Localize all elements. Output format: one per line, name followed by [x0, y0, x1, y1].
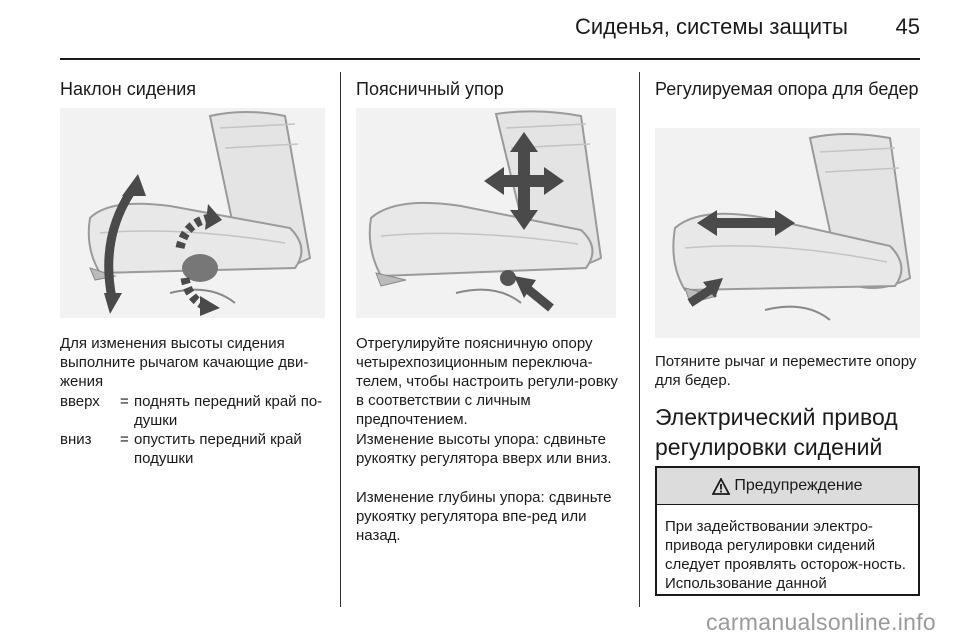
definition-line: опустить передний край	[134, 431, 302, 448]
header-rule	[60, 58, 920, 60]
lumbar-text-3: Изменение глубины упора: сдвиньте рукоятку регулятора впе-ред или назад.	[356, 489, 612, 544]
section-heading: Регулируемая опора для бедер	[655, 79, 919, 99]
watermark: carmanualsonline.info	[705, 609, 936, 635]
thigh-support-illustration	[655, 128, 920, 338]
definition-equals: =	[120, 393, 129, 410]
thigh-support-text: Потяните рычаг и переместите опору для бедер.	[655, 353, 917, 389]
definition-description	[134, 430, 325, 468]
lumbar-text-1: Отрегулируйте поясничную опору четырехпозиционным переключа-телем, чтобы настроить регули-ровку в соответствии с личным предпочтением.	[356, 335, 618, 428]
section-heading: Наклон сидения	[60, 79, 197, 99]
definition-term: вниз	[60, 431, 92, 448]
warning-triangle-icon	[712, 478, 730, 495]
lumbar-illustration	[356, 108, 616, 318]
lumbar-figure	[356, 108, 616, 318]
definition-term: вверх	[60, 393, 100, 410]
warning-text: При задействовании электро-привода регулировки сидений следует проявлять осторож-ность. Использование данной	[665, 518, 906, 592]
section-heading: Поясничный упор	[356, 79, 504, 99]
seat-tilt-illustration	[60, 108, 325, 318]
definition-line: подушки	[134, 450, 194, 467]
header-title: Сиденья, системы защиты	[574, 14, 848, 39]
definition-description	[134, 392, 325, 430]
warning-box	[655, 466, 920, 596]
page-number: 45	[895, 14, 920, 39]
seat-tilt-definitions	[60, 392, 325, 468]
section-heading-power: Электрический привод регулировки сидений	[655, 404, 898, 460]
definition-row	[60, 430, 325, 468]
column-divider	[639, 72, 640, 607]
definition-row	[60, 392, 325, 430]
seat-tilt-figure	[60, 108, 325, 318]
column-divider	[340, 72, 341, 607]
warning-title: Предупреждение	[734, 477, 863, 494]
warning-header	[657, 468, 918, 505]
definition-equals: =	[120, 431, 129, 448]
seat-tilt-text: Для изменения высоты сидения выполните рычагом качающие дви-жения	[60, 335, 309, 390]
thigh-support-figure	[655, 128, 920, 338]
definition-line: душки	[134, 412, 178, 429]
definition-line: поднять передний край по-	[134, 393, 323, 410]
lumbar-text-2: Изменение высоты упора: сдвиньте рукоятку регулятора вверх или вниз.	[356, 431, 612, 467]
